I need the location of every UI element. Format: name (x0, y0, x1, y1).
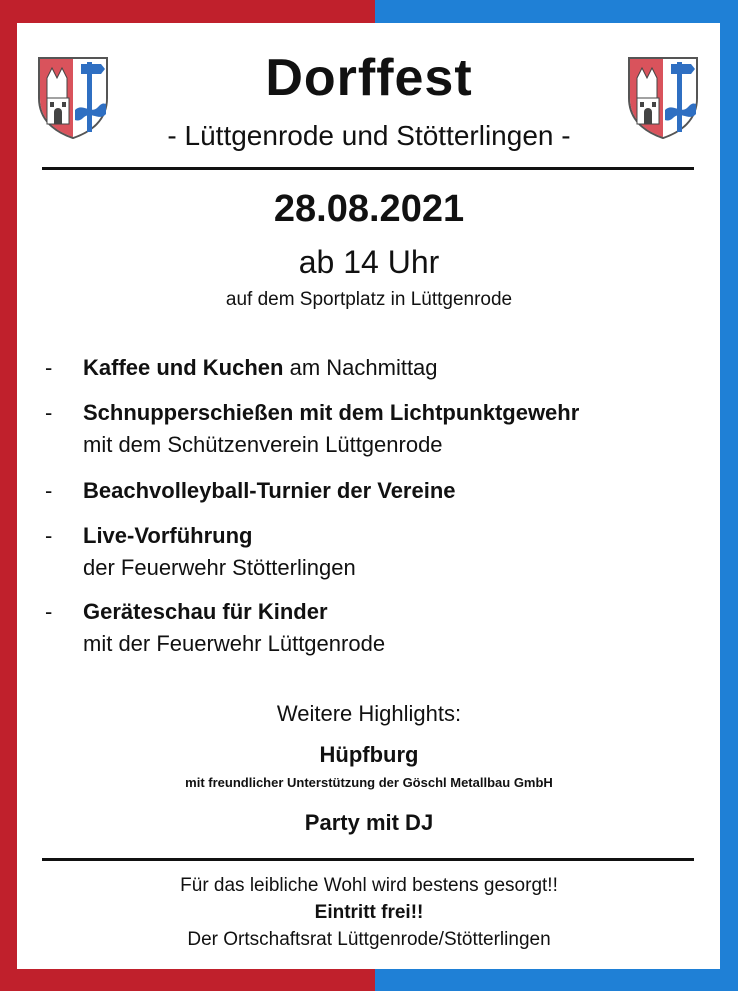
highlight-party: Party mit DJ (304, 810, 434, 835)
list-dash: - (45, 400, 53, 425)
footer-line-3: Der Ortschaftsrat Lüttgenrode/Stötterlingen (187, 929, 551, 950)
list-dash: - (45, 523, 53, 548)
footer-line-1: Für das leibliche Wohl wird bestens gesorgt!! (180, 875, 558, 896)
event-date: 28.08.2021 (273, 188, 465, 230)
item-rest-text: am Nachmittag (283, 355, 438, 380)
item-second-line: mit der Feuerwehr Lüttgenrode (83, 631, 386, 656)
divider-bottom (42, 858, 694, 861)
item-second-line: mit dem Schützenverein Lüttgenrode (83, 432, 443, 457)
list-dash: - (45, 355, 53, 380)
highlight-hupfburg: Hüpfburg (319, 742, 419, 767)
footer-line-2: Eintritt frei!! (314, 902, 424, 923)
item-bold-text: Geräteschau für Kinder (83, 599, 328, 624)
event-place: auf dem Sportplatz in Lüttgenrode (225, 289, 513, 310)
list-dash: - (45, 478, 53, 503)
highlights-heading: Weitere Highlights: (276, 701, 462, 726)
item-second-line: der Feuerwehr Stötterlingen (83, 555, 356, 580)
highlight-sponsor: mit freundlicher Unterstützung der Göschl Metallbau GmbH (185, 775, 553, 790)
item-bold-text: Beachvolleyball-Turnier der Vereine (83, 478, 456, 503)
subtitle: - Lüttgenrode und Stötterlingen - (167, 120, 571, 151)
item-bold-text: Kaffee und Kuchen (83, 355, 284, 380)
list-dash: - (45, 599, 53, 624)
item-bold-text: Schnupperschießen mit dem Lichtpunktgewehr (83, 400, 580, 425)
item-bold-text: Live-Vorführung (83, 523, 253, 548)
divider-top (42, 167, 694, 170)
page-title: Dorffest (265, 49, 473, 107)
event-time: ab 14 Uhr (298, 244, 440, 280)
